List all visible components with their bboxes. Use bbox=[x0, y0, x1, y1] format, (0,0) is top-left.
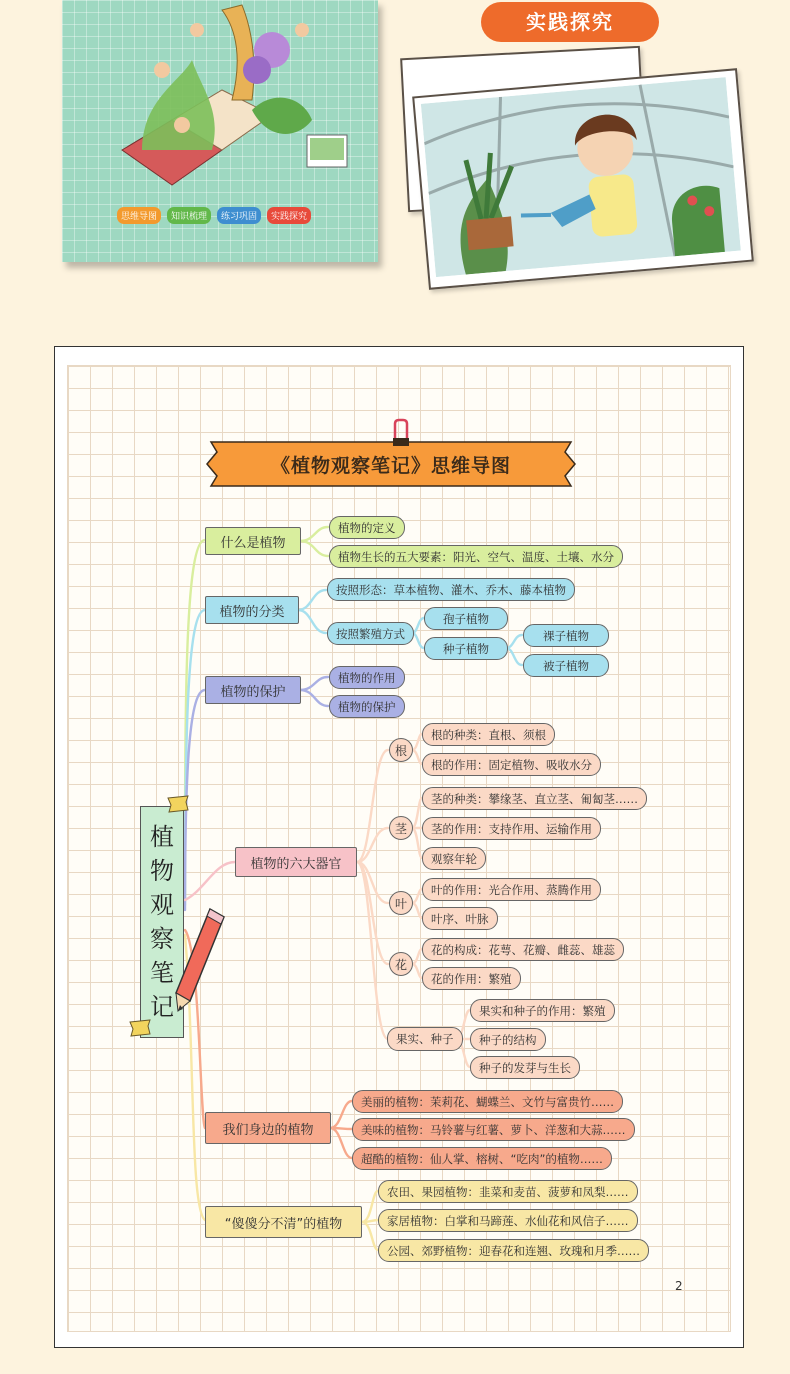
pencil-icon bbox=[170, 905, 230, 1015]
leaf-node: 果实和种子的作用：繁殖 bbox=[470, 999, 615, 1022]
leaf-node: 观察年轮 bbox=[422, 847, 486, 870]
leaf-node: 美味的植物：马铃薯与红薯、萝卜、洋葱和大蒜…… bbox=[352, 1118, 635, 1141]
leaf-node: 种子的发芽与生长 bbox=[470, 1056, 580, 1079]
tape-icon bbox=[128, 1018, 152, 1038]
leaf-node: 茎的作用：支持作用、运输作用 bbox=[422, 817, 601, 840]
organ-flower-node: 花 bbox=[389, 952, 413, 976]
leaf-node: 公园、郊野植物：迎春花和连翘、玫瑰和月季…… bbox=[378, 1239, 649, 1262]
book-tag: 思维导图 bbox=[117, 207, 161, 224]
leaf-node: 叶序、叶脉 bbox=[422, 907, 498, 930]
leaf-node: 孢子植物 bbox=[424, 607, 508, 630]
organ-root-node: 根 bbox=[389, 738, 413, 762]
organ-leaf-node: 叶 bbox=[389, 891, 413, 915]
leaf-node: 农田、果园植物：韭菜和麦苗、菠萝和凤梨…… bbox=[378, 1180, 638, 1203]
leaf-node: 种子植物 bbox=[424, 637, 508, 660]
organ-stem-node: 茎 bbox=[389, 816, 413, 840]
leaf-node: 根的种类：直根、须根 bbox=[422, 723, 555, 746]
branch-what-is-plant: 什么是植物 bbox=[205, 527, 301, 555]
mindmap-title-banner bbox=[205, 438, 577, 490]
leaf-node: 超酷的植物：仙人掌、榕树、“吃肉”的植物…… bbox=[352, 1147, 612, 1170]
root-char: 观 bbox=[150, 891, 174, 919]
page-number: 2 bbox=[675, 1279, 683, 1293]
leaf-node: 根的作用：固定植物、吸收水分 bbox=[422, 753, 601, 776]
leaf-node: 被子植物 bbox=[523, 654, 609, 677]
book-tag: 实践探究 bbox=[267, 207, 311, 224]
leaf-node: 植物的作用 bbox=[329, 666, 405, 689]
leaf-node: 种子的结构 bbox=[470, 1028, 546, 1051]
leaf-node: 植物的定义 bbox=[329, 516, 405, 539]
branch-confusing-plants: “傻傻分不清”的植物 bbox=[205, 1206, 362, 1238]
organ-fruit-node: 果实、种子 bbox=[387, 1027, 463, 1051]
tape-icon bbox=[166, 794, 190, 814]
leaf-node: 植物生长的五大要素：阳光、空气、温度、土壤、水分 bbox=[329, 545, 623, 568]
leaf-node: 按照繁殖方式 bbox=[327, 622, 414, 645]
leaf-node: 裸子植物 bbox=[523, 624, 609, 647]
root-char: 植 bbox=[150, 823, 174, 851]
branch-protection: 植物的保护 bbox=[205, 676, 301, 704]
leaf-node: 花的作用：繁殖 bbox=[422, 967, 521, 990]
leaf-node: 美丽的植物：茉莉花、蝴蝶兰、文竹与富贵竹…… bbox=[352, 1090, 623, 1113]
leaf-node: 植物的保护 bbox=[329, 695, 405, 718]
leaf-node: 叶的作用：光合作用、蒸腾作用 bbox=[422, 878, 601, 901]
root-char: 笔 bbox=[150, 959, 174, 987]
leaf-node: 家居植物：白掌和马蹄莲、水仙花和风信子…… bbox=[378, 1209, 638, 1232]
book-tag: 练习巩固 bbox=[217, 207, 261, 224]
leaf-node: 按照形态：草本植物、灌木、乔木、藤本植物 bbox=[327, 578, 575, 601]
book-tag: 知识梳理 bbox=[167, 207, 211, 224]
section-banner: 实践探究 bbox=[481, 2, 659, 42]
paper-clip-icon bbox=[391, 418, 411, 448]
root-char: 察 bbox=[150, 925, 174, 953]
branch-six-organs: 植物的六大器官 bbox=[235, 847, 357, 877]
branch-classification: 植物的分类 bbox=[205, 596, 299, 624]
leaf-node: 茎的种类：攀缘茎、直立茎、匍匐茎…… bbox=[422, 787, 647, 810]
leaf-node: 花的构成：花萼、花瓣、雌蕊、雄蕊 bbox=[422, 938, 624, 961]
mindmap-title: 《植物观察笔记》思维导图 bbox=[270, 454, 511, 477]
root-char: 记 bbox=[150, 993, 174, 1021]
root-char: 物 bbox=[150, 857, 174, 885]
branch-plants-around-us: 我们身边的植物 bbox=[205, 1112, 331, 1144]
